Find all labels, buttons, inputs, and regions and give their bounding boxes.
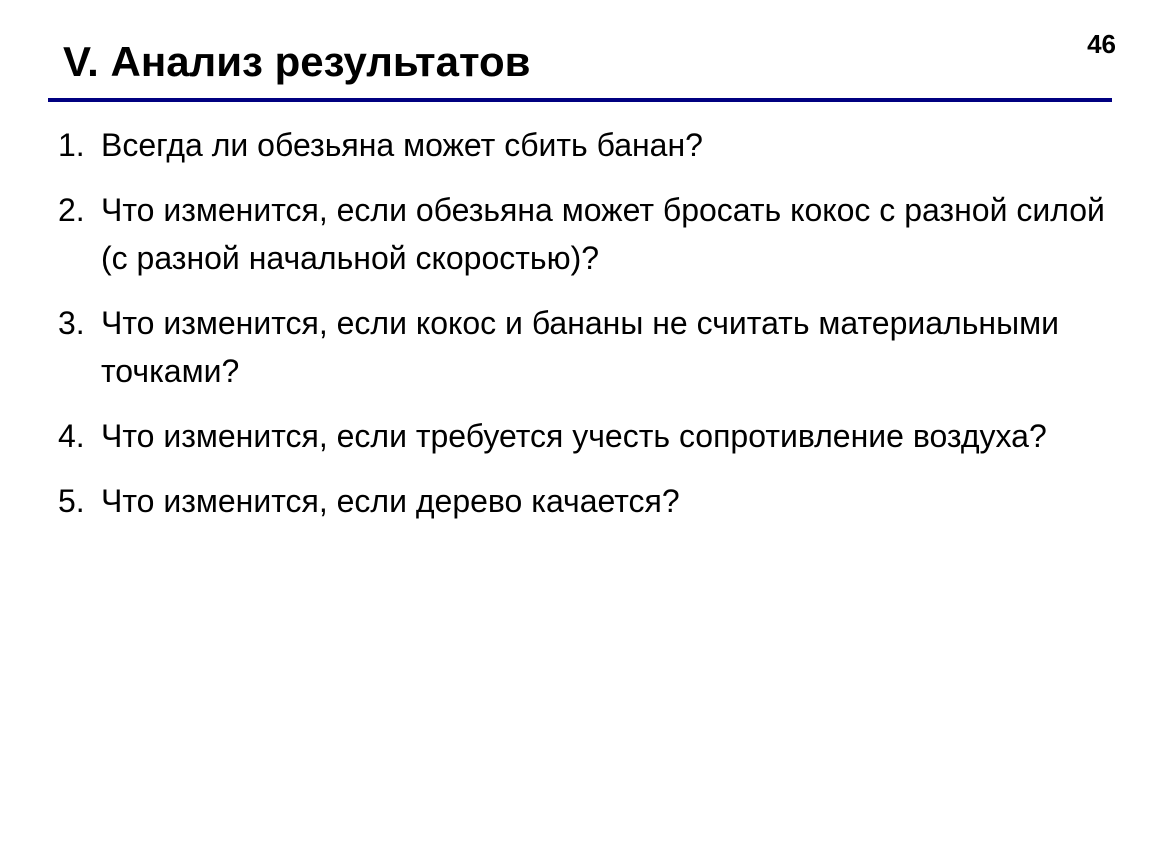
- question-list: [58, 121, 1118, 542]
- question-text: Всегда ли обезьяна может сбить банан?: [101, 127, 703, 163]
- question-text: Что изменится, если дерево качается?: [101, 483, 680, 519]
- slide-title: V. Анализ результатов: [63, 38, 531, 85]
- question-text: Что изменится, если требуется учесть сопротивление воздуха?: [101, 418, 1047, 454]
- question-text: Что изменится, если обезьяна может бросать кокос с разной силой (с разной начальной скоростью)?: [101, 192, 1105, 276]
- question-number: 3.: [58, 305, 85, 341]
- title-divider: [48, 98, 1112, 102]
- question-text: Что изменится, если кокос и бананы не считать материальными точками?: [101, 305, 1059, 389]
- question-number: 5.: [58, 483, 85, 519]
- question-item-5: [58, 477, 1118, 525]
- question-item-4: [58, 412, 1118, 460]
- question-number: 2.: [58, 192, 85, 228]
- question-number: 1.: [58, 127, 85, 163]
- page-number: 46: [1087, 29, 1116, 59]
- question-number: 4.: [58, 418, 85, 454]
- question-item-3: [58, 299, 1118, 395]
- question-item-2: [58, 186, 1118, 282]
- question-item-1: [58, 121, 1118, 169]
